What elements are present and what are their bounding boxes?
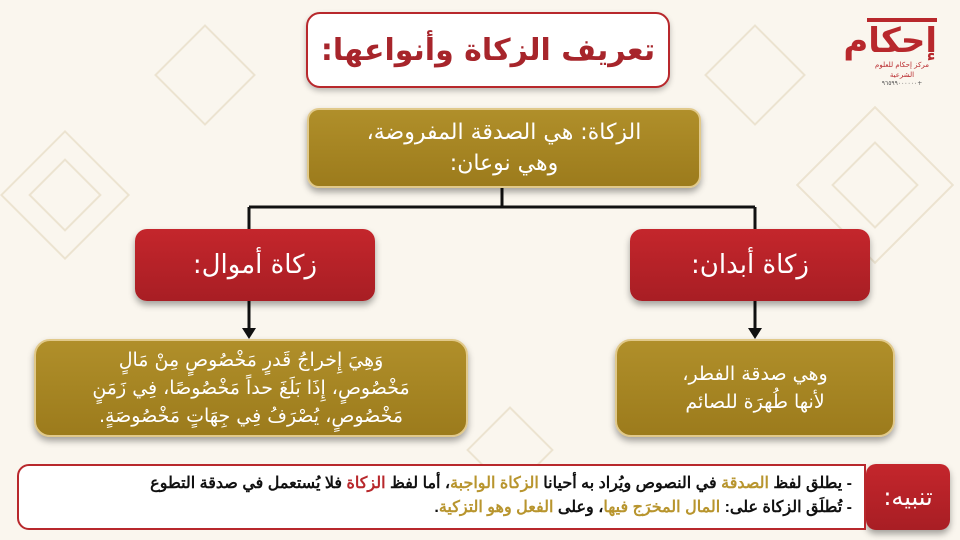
- note-text: - تُطلَق الزكاة على:: [720, 499, 852, 516]
- definition-line-1: الزكاة: هي الصدقة المفروضة،: [366, 120, 642, 145]
- description-abdan-line: وهي صدقة الفطر،: [682, 363, 828, 385]
- description-amwal-line: وَهِيَ إِخراجُ قَدرٍ مَخْصُوصٍ مِنْ مَالٍ: [118, 349, 384, 371]
- note-highlight: الزكاة: [346, 475, 386, 492]
- note-label: تنبيه:: [866, 464, 950, 530]
- note-box: [17, 464, 866, 530]
- arrow-left-head: [242, 328, 256, 339]
- note-text: .: [434, 499, 439, 516]
- note-highlight: الصدقة: [721, 475, 769, 492]
- logo-phone: +٩٦٥٩٩٠٠٠٠٠٠: [881, 80, 923, 87]
- note-text: ، أما لفظ: [385, 475, 451, 492]
- description-amwal: [34, 339, 468, 437]
- note-text: فلا يُستعمل في صدقة التطوع: [150, 475, 347, 492]
- category-abdan: زكاة أبدان:: [630, 229, 870, 301]
- definition-line-2: وهي نوعان:: [449, 151, 559, 176]
- note-text: - يطلق لفظ: [768, 475, 852, 492]
- arrow-right-head: [748, 328, 762, 339]
- definition-box: [307, 108, 701, 188]
- page-title: تعريف الزكاة وأنواعها:: [306, 12, 670, 88]
- category-amwal: زكاة أموال:: [135, 229, 375, 301]
- logo-mark: إحكام: [867, 18, 937, 60]
- description-amwal-line: مَخْصُوصٍ، إِذَا بَلَغَ حداً مَخْصُوصًا، فِي زَمَنٍ: [92, 377, 410, 399]
- logo-subtitle: مركز إحكام للعلوم الشرعية: [875, 61, 929, 79]
- note-line-2: [27, 496, 852, 520]
- description-abdan-line: لأنها طُهرَة للصائم: [685, 391, 825, 413]
- note-text: ، وعلى: [553, 499, 604, 516]
- note-line-1: [27, 472, 852, 496]
- note-highlight: الزكاة الواجبة: [450, 475, 539, 492]
- note-highlight: الفعل وهو التزكية: [438, 499, 554, 516]
- note-text: في النصوص ويُراد به أحيانا: [538, 475, 722, 492]
- description-abdan: [615, 339, 895, 437]
- note-highlight: المال المخرَج فيها: [603, 499, 721, 516]
- description-amwal-line: مَخْصُوصٍ، يُصْرَفُ فِي جِهَاتٍ مَخْصُوصَةٍ.: [98, 405, 404, 427]
